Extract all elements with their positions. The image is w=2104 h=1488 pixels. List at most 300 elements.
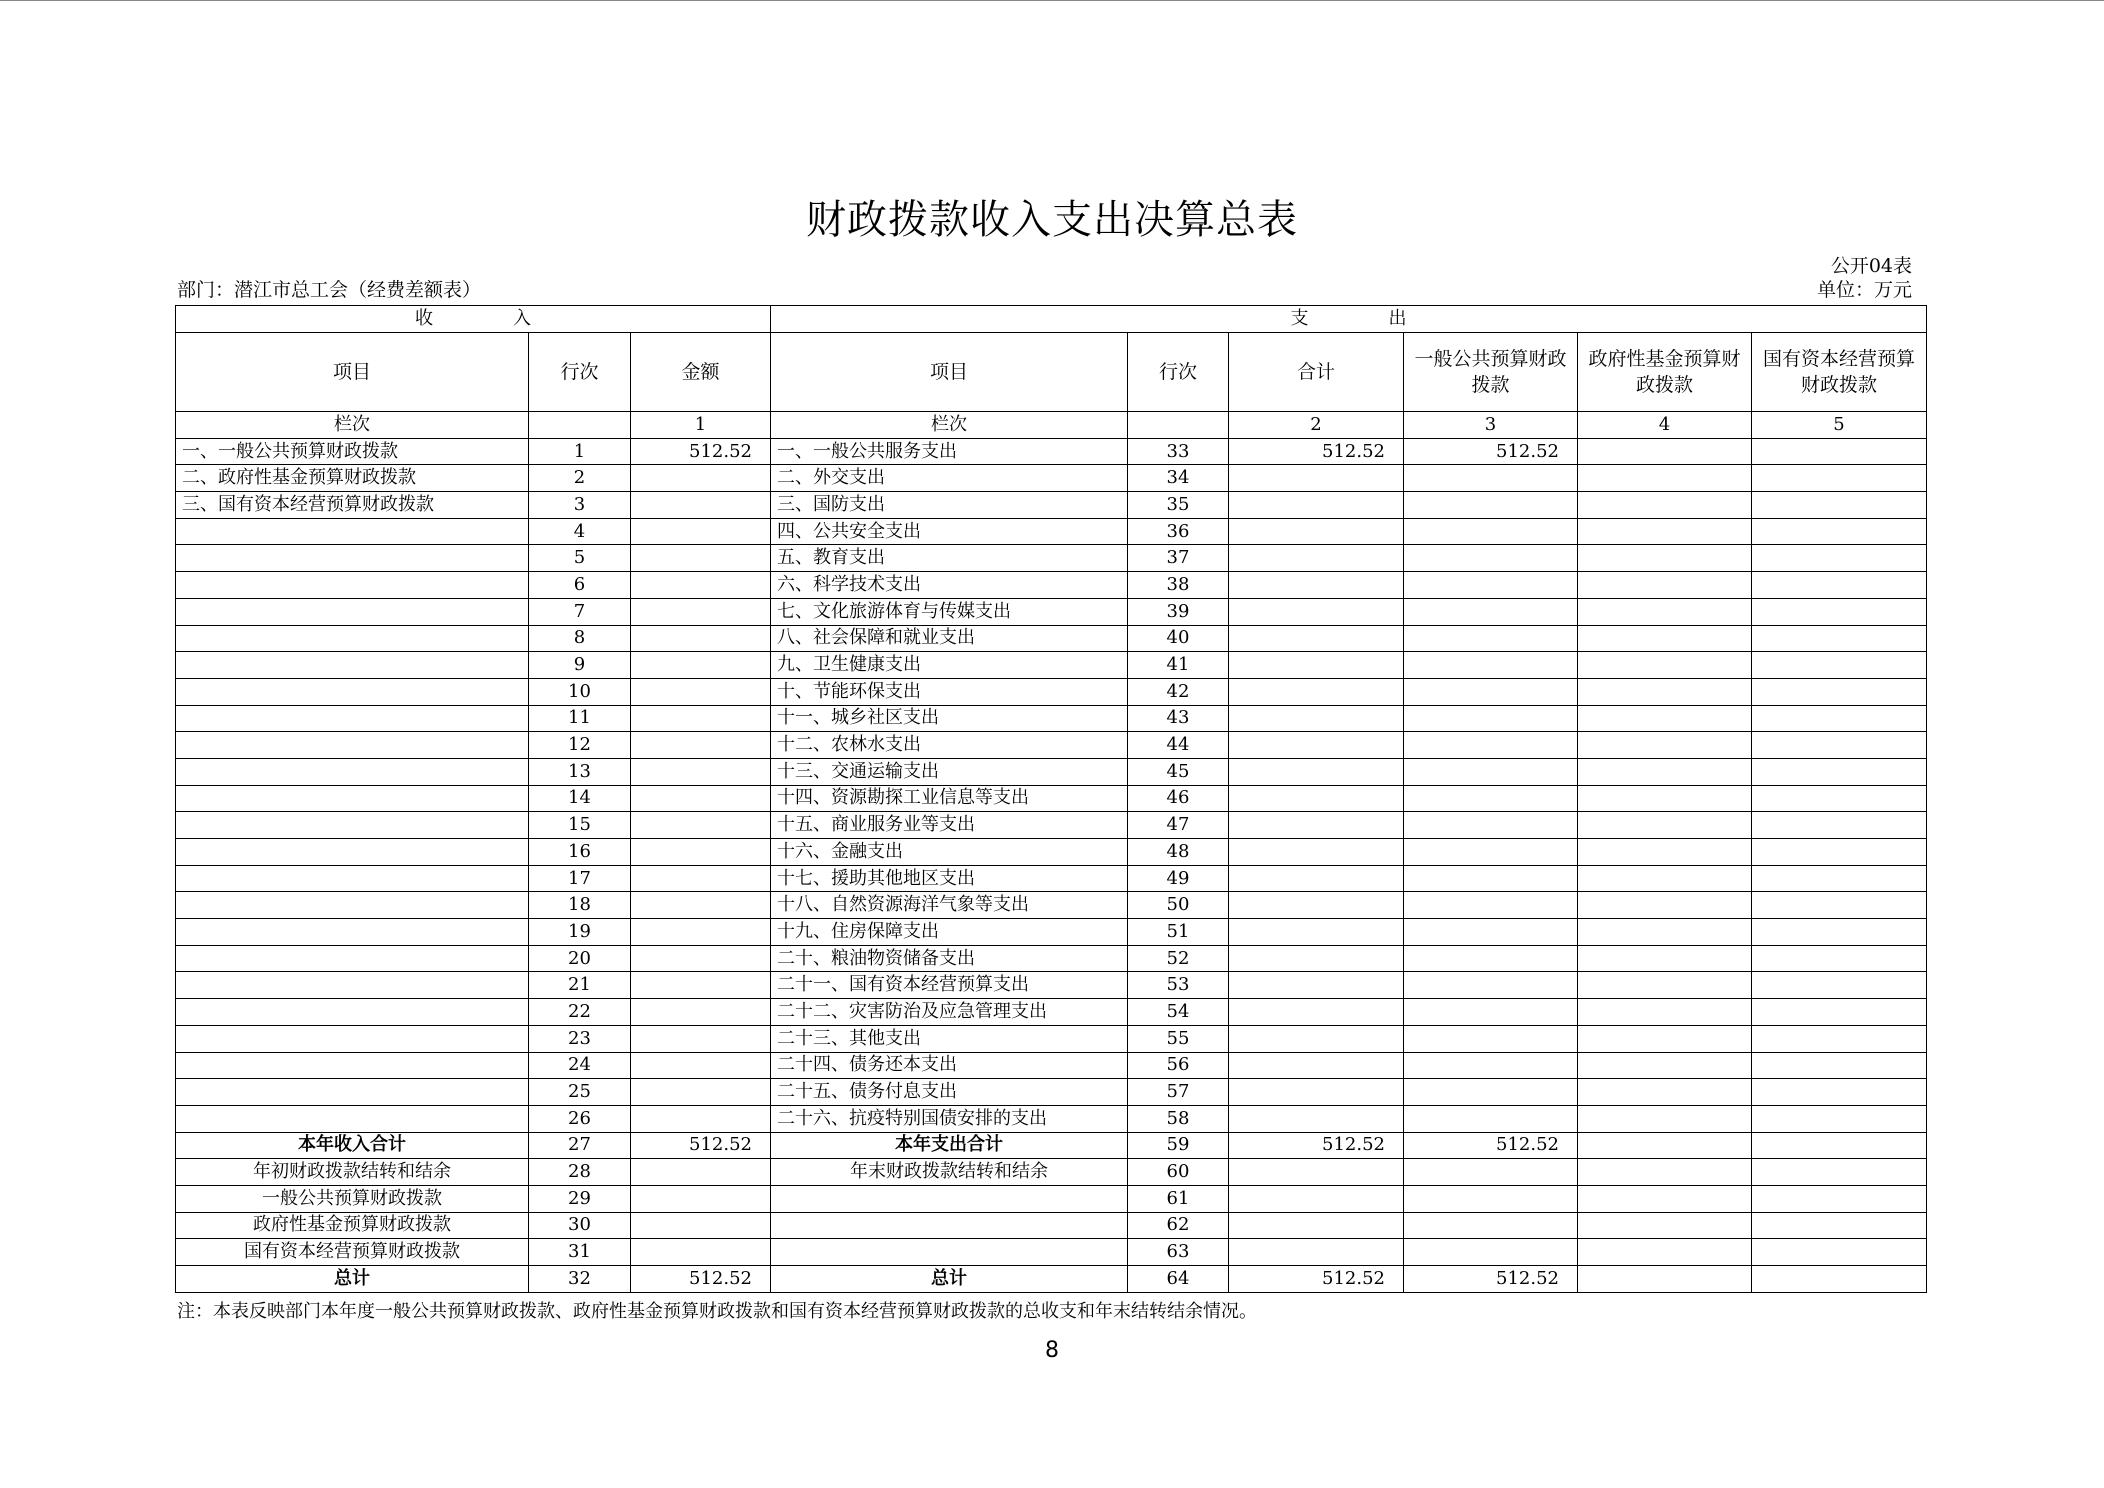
income-row-no: 1: [529, 438, 631, 465]
general-budget-amount: 512.52: [1404, 1132, 1578, 1159]
expense-row-no: 33: [1128, 438, 1229, 465]
table-row: [176, 758, 1927, 785]
table-row: [176, 1052, 1927, 1079]
expense-item: 十九、住房保障支出: [771, 919, 1128, 946]
expense-item: 四、公共安全支出: [771, 518, 1128, 545]
state-capital-amount: [1752, 465, 1927, 492]
income-amount: [631, 572, 771, 599]
table-row: [176, 705, 1927, 732]
income-item: [176, 919, 529, 946]
summary-row: [176, 1212, 1927, 1239]
state-capital-amount: [1752, 1212, 1927, 1239]
expense-item: 十六、金融支出: [771, 839, 1128, 866]
total-amount: [1229, 625, 1404, 652]
total-amount: [1229, 1052, 1404, 1079]
income-amount: [631, 892, 771, 919]
income-row-no: 6: [529, 572, 631, 599]
income-row-no: 9: [529, 652, 631, 679]
expense-item: 二十、粮油物资储备支出: [771, 945, 1128, 972]
gov-fund-amount: [1578, 625, 1752, 652]
income-amount: [631, 545, 771, 572]
gov-fund-amount: [1578, 1079, 1752, 1106]
expense-row-no: 51: [1128, 919, 1229, 946]
income-row-no: 22: [529, 999, 631, 1026]
index-label-right: 栏次: [771, 412, 1128, 439]
income-item: [176, 625, 529, 652]
table-row: [176, 1105, 1927, 1132]
department-label: 部门：潜江市总工会（经费差额表）: [177, 279, 482, 301]
state-capital-amount: [1752, 1239, 1927, 1266]
page-number: 8: [1045, 1338, 1059, 1363]
index-total: 2: [1229, 412, 1404, 439]
expense-item: 二十二、灾害防治及应急管理支出: [771, 999, 1128, 1026]
index-amount: 1: [631, 412, 771, 439]
income-section-header: [176, 306, 771, 333]
income-item: 总计: [176, 1266, 529, 1293]
summary-row: [176, 1132, 1927, 1159]
expense-item: 二十五、债务付息支出: [771, 1079, 1128, 1106]
income-item: [176, 999, 529, 1026]
total-amount: 512.52: [1229, 1132, 1404, 1159]
expense-row-no: 49: [1128, 865, 1229, 892]
income-item: [176, 545, 529, 572]
general-budget-amount: [1404, 1239, 1578, 1266]
gov-fund-amount: [1578, 545, 1752, 572]
table-row: [176, 598, 1927, 625]
income-item: [176, 945, 529, 972]
expense-row-no: 59: [1128, 1132, 1229, 1159]
state-capital-amount: [1752, 572, 1927, 599]
income-row-no: 8: [529, 625, 631, 652]
table-row: [176, 972, 1927, 999]
table-row: [176, 492, 1927, 519]
summary-row: [176, 1185, 1927, 1212]
income-amount: [631, 678, 771, 705]
column-index-row: [176, 412, 1927, 439]
general-budget-amount: [1404, 812, 1578, 839]
table-row: [176, 465, 1927, 492]
column-header-row: [176, 333, 1927, 412]
income-item: [176, 1079, 529, 1106]
unit-label: 单位：万元: [1816, 279, 1912, 301]
expense-item: 十四、资源勘探工业信息等支出: [771, 785, 1128, 812]
expense-row-no: 54: [1128, 999, 1229, 1026]
state-capital-amount: [1752, 758, 1927, 785]
state-capital-amount: [1752, 999, 1927, 1026]
income-row-no: 12: [529, 732, 631, 759]
general-budget-amount: [1404, 972, 1578, 999]
income-row-no: 21: [529, 972, 631, 999]
income-row-no: 25: [529, 1079, 631, 1106]
income-item: 本年收入合计: [176, 1132, 529, 1159]
total-amount: 512.52: [1229, 438, 1404, 465]
expense-row-no: 45: [1128, 758, 1229, 785]
expense-row-no: 52: [1128, 945, 1229, 972]
income-item: [176, 518, 529, 545]
income-amount: [631, 812, 771, 839]
total-amount: [1229, 892, 1404, 919]
expense-row-no: 50: [1128, 892, 1229, 919]
general-budget-amount: [1404, 865, 1578, 892]
income-row-no: 28: [529, 1159, 631, 1186]
general-budget-amount: [1404, 1079, 1578, 1106]
expense-row-no: 55: [1128, 1025, 1229, 1052]
income-amount: [631, 865, 771, 892]
total-amount: [1229, 572, 1404, 599]
page-title: 财政拨款收入支出决算总表: [806, 197, 1298, 243]
income-item: [176, 1105, 529, 1132]
gov-fund-amount: [1578, 652, 1752, 679]
summary-row: [176, 1266, 1927, 1293]
expense-row-no: 43: [1128, 705, 1229, 732]
top-border-line: [0, 0, 2104, 1]
income-amount: [631, 518, 771, 545]
expense-row-no: 56: [1128, 1052, 1229, 1079]
income-item: [176, 812, 529, 839]
total-amount: [1229, 1185, 1404, 1212]
general-budget-amount: [1404, 758, 1578, 785]
income-amount: [631, 1185, 771, 1212]
income-row-no: 11: [529, 705, 631, 732]
expense-item: 年末财政拨款结转和结余: [771, 1159, 1128, 1186]
income-amount: [631, 758, 771, 785]
income-item: [176, 785, 529, 812]
general-budget-amount: [1404, 1025, 1578, 1052]
income-amount: [631, 492, 771, 519]
header-state-capital: 国有资本经营预算财政拨款: [1752, 333, 1927, 412]
expense-item: 二十三、其他支出: [771, 1025, 1128, 1052]
income-row-no: 18: [529, 892, 631, 919]
expense-row-no: 37: [1128, 545, 1229, 572]
expense-row-no: 38: [1128, 572, 1229, 599]
gov-fund-amount: [1578, 1266, 1752, 1293]
table-row: [176, 572, 1927, 599]
state-capital-amount: [1752, 598, 1927, 625]
state-capital-amount: [1752, 1159, 1927, 1186]
budget-table: [175, 305, 1927, 1293]
income-row-no: 14: [529, 785, 631, 812]
table-row: [176, 678, 1927, 705]
gov-fund-amount: [1578, 438, 1752, 465]
income-item: [176, 678, 529, 705]
expense-item: 十八、自然资源海洋气象等支出: [771, 892, 1128, 919]
state-capital-amount: [1752, 785, 1927, 812]
state-capital-amount: [1752, 705, 1927, 732]
income-row-no: 13: [529, 758, 631, 785]
expense-item: 一、一般公共服务支出: [771, 438, 1128, 465]
section-header-row: [176, 306, 1927, 333]
expense-row-no: 35: [1128, 492, 1229, 519]
income-amount: 512.52: [631, 438, 771, 465]
income-amount: [631, 945, 771, 972]
general-budget-amount: [1404, 919, 1578, 946]
income-item: [176, 598, 529, 625]
expense-item: [771, 1185, 1128, 1212]
income-amount: [631, 972, 771, 999]
total-amount: [1229, 999, 1404, 1026]
gov-fund-amount: [1578, 812, 1752, 839]
income-row-no: 27: [529, 1132, 631, 1159]
income-item: 三、国有资本经营预算财政拨款: [176, 492, 529, 519]
index-blank-1: [529, 412, 631, 439]
income-amount: [631, 598, 771, 625]
expense-item: 二十六、抗疫特别国债安排的支出: [771, 1105, 1128, 1132]
gov-fund-amount: [1578, 839, 1752, 866]
table-row: [176, 652, 1927, 679]
income-row-no: 3: [529, 492, 631, 519]
income-item: [176, 1025, 529, 1052]
expense-item: 十、节能环保支出: [771, 678, 1128, 705]
income-amount: [631, 1105, 771, 1132]
expense-item: 十一、城乡社区支出: [771, 705, 1128, 732]
income-item: [176, 839, 529, 866]
state-capital-amount: [1752, 839, 1927, 866]
income-item: [176, 972, 529, 999]
state-capital-amount: [1752, 1266, 1927, 1293]
expense-item: 六、科学技术支出: [771, 572, 1128, 599]
general-budget-amount: [1404, 1105, 1578, 1132]
income-amount: [631, 1052, 771, 1079]
general-budget-amount: [1404, 545, 1578, 572]
expense-item: [771, 1239, 1128, 1266]
income-row-no: 16: [529, 839, 631, 866]
table-row: [176, 545, 1927, 572]
total-amount: [1229, 972, 1404, 999]
state-capital-amount: [1752, 892, 1927, 919]
income-row-no: 23: [529, 1025, 631, 1052]
table-row: [176, 518, 1927, 545]
income-item: [176, 758, 529, 785]
expense-section-header: [771, 306, 1927, 333]
summary-row: [176, 1239, 1927, 1266]
income-row-no: 24: [529, 1052, 631, 1079]
income-amount: [631, 785, 771, 812]
general-budget-amount: [1404, 598, 1578, 625]
general-budget-amount: [1404, 945, 1578, 972]
gov-fund-amount: [1578, 945, 1752, 972]
footnote: 注：本表反映部门本年度一般公共预算财政拨款、政府性基金预算财政拨款和国有资本经营预算财政拨款的总收支和年末结转结余情况。: [177, 1301, 1257, 1322]
expense-row-no: 39: [1128, 598, 1229, 625]
header-total: 合计: [1229, 333, 1404, 412]
expense-item: 八、社会保障和就业支出: [771, 625, 1128, 652]
income-amount: 512.52: [631, 1266, 771, 1293]
income-item: 一、一般公共预算财政拨款: [176, 438, 529, 465]
index-blank-2: [1128, 412, 1229, 439]
income-amount: [631, 1212, 771, 1239]
table-row: [176, 945, 1927, 972]
gov-fund-amount: [1578, 865, 1752, 892]
income-row-no: 4: [529, 518, 631, 545]
state-capital-amount: [1752, 1025, 1927, 1052]
table-row: [176, 785, 1927, 812]
header-gov-fund: 政府性基金预算财政拨款: [1578, 333, 1752, 412]
income-row-no: 20: [529, 945, 631, 972]
income-amount: [631, 1079, 771, 1106]
income-item: 一般公共预算财政拨款: [176, 1185, 529, 1212]
table-row: [176, 919, 1927, 946]
total-amount: [1229, 865, 1404, 892]
gov-fund-amount: [1578, 572, 1752, 599]
expense-item: 五、教育支出: [771, 545, 1128, 572]
total-amount: [1229, 1105, 1404, 1132]
total-amount: [1229, 678, 1404, 705]
expense-item: 十七、援助其他地区支出: [771, 865, 1128, 892]
expense-row-no: 44: [1128, 732, 1229, 759]
income-amount: [631, 999, 771, 1026]
index-general: 3: [1404, 412, 1578, 439]
gov-fund-amount: [1578, 1239, 1752, 1266]
expense-row-no: 58: [1128, 1105, 1229, 1132]
gov-fund-amount: [1578, 492, 1752, 519]
income-amount: [631, 465, 771, 492]
expense-section-char-1: 支: [1290, 308, 1309, 329]
expense-row-no: 34: [1128, 465, 1229, 492]
general-budget-amount: [1404, 678, 1578, 705]
state-capital-amount: [1752, 919, 1927, 946]
income-item: 二、政府性基金预算财政拨款: [176, 465, 529, 492]
general-budget-amount: [1404, 1212, 1578, 1239]
state-capital-amount: [1752, 678, 1927, 705]
income-row-no: 10: [529, 678, 631, 705]
income-amount: [631, 732, 771, 759]
income-item: [176, 732, 529, 759]
general-budget-amount: [1404, 625, 1578, 652]
header-income-item: 项目: [176, 333, 529, 412]
income-item: 年初财政拨款结转和结余: [176, 1159, 529, 1186]
state-capital-amount: [1752, 1052, 1927, 1079]
total-amount: [1229, 492, 1404, 519]
general-budget-amount: [1404, 572, 1578, 599]
table-row: [176, 839, 1927, 866]
state-capital-amount: [1752, 812, 1927, 839]
gov-fund-amount: [1578, 518, 1752, 545]
expense-row-no: 36: [1128, 518, 1229, 545]
total-amount: [1229, 1212, 1404, 1239]
total-amount: [1229, 732, 1404, 759]
income-amount: [631, 919, 771, 946]
expense-row-no: 46: [1128, 785, 1229, 812]
summary-row: [176, 1159, 1927, 1186]
expense-item: 本年支出合计: [771, 1132, 1128, 1159]
state-capital-amount: [1752, 1105, 1927, 1132]
total-amount: [1229, 518, 1404, 545]
income-item: [176, 652, 529, 679]
gov-fund-amount: [1578, 1052, 1752, 1079]
general-budget-amount: 512.52: [1404, 1266, 1578, 1293]
gov-fund-amount: [1578, 678, 1752, 705]
income-row-no: 26: [529, 1105, 631, 1132]
expense-row-no: 53: [1128, 972, 1229, 999]
expense-row-no: 57: [1128, 1079, 1229, 1106]
table-row: [176, 625, 1927, 652]
expense-row-no: 61: [1128, 1185, 1229, 1212]
total-amount: [1229, 652, 1404, 679]
state-capital-amount: [1752, 545, 1927, 572]
state-capital-amount: [1752, 518, 1927, 545]
expense-row-no: 60: [1128, 1159, 1229, 1186]
general-budget-amount: [1404, 518, 1578, 545]
gov-fund-amount: [1578, 1105, 1752, 1132]
income-item: 国有资本经营预算财政拨款: [176, 1239, 529, 1266]
state-capital-amount: [1752, 1079, 1927, 1106]
income-amount: [631, 1239, 771, 1266]
general-budget-amount: [1404, 652, 1578, 679]
income-row-no: 31: [529, 1239, 631, 1266]
index-state-capital: 5: [1752, 412, 1927, 439]
general-budget-amount: [1404, 465, 1578, 492]
table-row: [176, 1025, 1927, 1052]
expense-section-char-2: 出: [1388, 308, 1407, 329]
expense-item: 二十四、债务还本支出: [771, 1052, 1128, 1079]
gov-fund-amount: [1578, 785, 1752, 812]
state-capital-amount: [1752, 865, 1927, 892]
income-row-no: 17: [529, 865, 631, 892]
table-row: [176, 865, 1927, 892]
expense-row-no: 64: [1128, 1266, 1229, 1293]
table-row: [176, 1079, 1927, 1106]
expense-item: 九、卫生健康支出: [771, 652, 1128, 679]
income-amount: [631, 625, 771, 652]
state-capital-amount: [1752, 1185, 1927, 1212]
total-amount: [1229, 1239, 1404, 1266]
income-item: [176, 1052, 529, 1079]
general-budget-amount: [1404, 732, 1578, 759]
table-row: [176, 892, 1927, 919]
gov-fund-amount: [1578, 972, 1752, 999]
total-amount: [1229, 465, 1404, 492]
total-amount: [1229, 945, 1404, 972]
table-row: [176, 999, 1927, 1026]
total-amount: [1229, 839, 1404, 866]
gov-fund-amount: [1578, 732, 1752, 759]
income-row-no: 32: [529, 1266, 631, 1293]
general-budget-amount: [1404, 492, 1578, 519]
income-item: [176, 892, 529, 919]
general-budget-amount: [1404, 785, 1578, 812]
expense-item: [771, 1212, 1128, 1239]
state-capital-amount: [1752, 438, 1927, 465]
gov-fund-amount: [1578, 1185, 1752, 1212]
income-item: 政府性基金预算财政拨款: [176, 1212, 529, 1239]
expense-item: 三、国防支出: [771, 492, 1128, 519]
income-item: [176, 865, 529, 892]
state-capital-amount: [1752, 1132, 1927, 1159]
table-code: 公开04表: [1830, 255, 1912, 277]
table-row: [176, 732, 1927, 759]
general-budget-amount: [1404, 1159, 1578, 1186]
total-amount: [1229, 1079, 1404, 1106]
table-row: [176, 812, 1927, 839]
total-amount: [1229, 598, 1404, 625]
income-section-char-1: 收: [415, 308, 433, 329]
expense-item: 二、外交支出: [771, 465, 1128, 492]
gov-fund-amount: [1578, 892, 1752, 919]
income-row-no: 15: [529, 812, 631, 839]
total-amount: [1229, 1159, 1404, 1186]
gov-fund-amount: [1578, 1159, 1752, 1186]
income-amount: [631, 652, 771, 679]
total-amount: [1229, 545, 1404, 572]
expense-item: 二十一、国有资本经营预算支出: [771, 972, 1128, 999]
state-capital-amount: [1752, 732, 1927, 759]
income-item: [176, 705, 529, 732]
general-budget-amount: [1404, 892, 1578, 919]
income-row-no: 7: [529, 598, 631, 625]
total-amount: [1229, 812, 1404, 839]
state-capital-amount: [1752, 945, 1927, 972]
expense-row-no: 40: [1128, 625, 1229, 652]
income-row-no: 29: [529, 1185, 631, 1212]
